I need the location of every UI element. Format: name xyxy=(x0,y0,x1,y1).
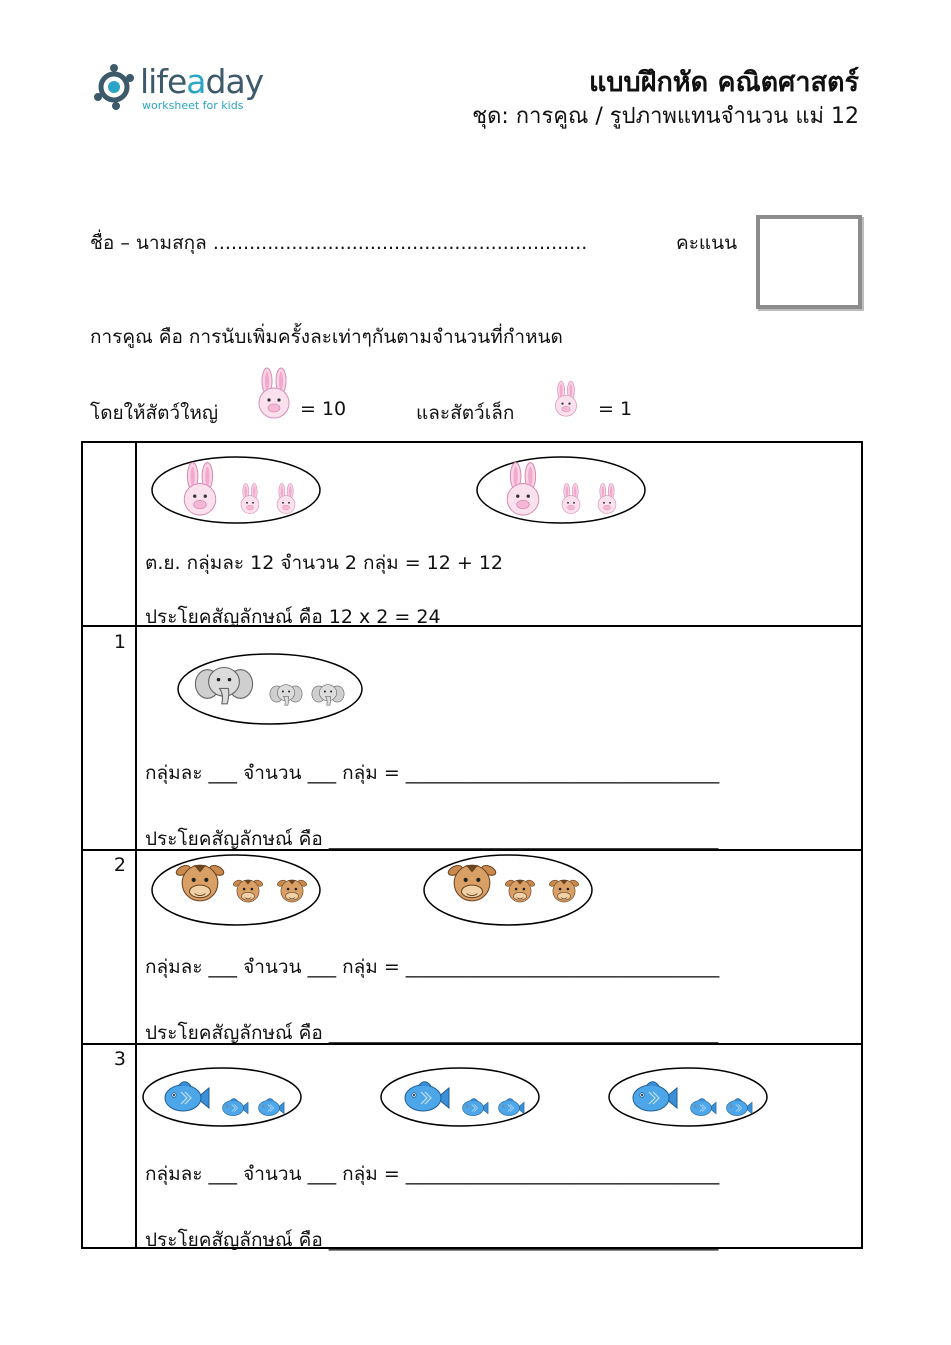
example-line-1: ต.ย. กลุ่มละ 12 จำนวน 2 กลุ่ม = 12 + 12 xyxy=(145,552,504,574)
exercise-number: 2 xyxy=(113,854,126,876)
horse-icon xyxy=(447,863,497,900)
elephant-icon xyxy=(195,668,252,704)
fish-icon xyxy=(405,1082,449,1111)
exercise-3-line-2[interactable]: ประโยคสัญลักษณ์ คือ _________________________________________ xyxy=(145,1229,719,1251)
example-group-2 xyxy=(475,455,647,525)
exercise-3-line-1[interactable]: กลุ่มละ ___ จำนวน ___ กลุ่ม = _________________________________ xyxy=(145,1163,720,1185)
worksheet-title: แบบฝึกหัด คณิตศาสตร์ xyxy=(588,67,859,98)
exercise-3-group-2 xyxy=(379,1066,541,1128)
elephant-icon xyxy=(270,685,302,705)
score-box[interactable] xyxy=(756,215,862,309)
horse-icon xyxy=(548,879,579,902)
fish-icon xyxy=(223,1099,249,1116)
exercise-3-group-1 xyxy=(141,1066,303,1128)
legend-big-label: โดยให้สัตว์ใหญ่ xyxy=(90,402,219,424)
exercise-2-group-1 xyxy=(150,853,322,927)
name-field-label[interactable]: ชื่อ – นามสกุล .............................................................. xyxy=(90,232,588,254)
horse-icon xyxy=(504,879,535,902)
rabbit-big-icon xyxy=(507,463,539,516)
elephant-icon xyxy=(312,685,344,705)
exercise-number: 1 xyxy=(113,631,126,653)
table-column-divider xyxy=(135,441,137,1249)
exercise-1-group-1 xyxy=(176,652,364,726)
exercise-3-group-3 xyxy=(607,1066,769,1128)
rabbit-small-icon xyxy=(598,484,616,514)
horse-icon xyxy=(276,879,307,902)
horse-icon xyxy=(232,879,263,902)
exercise-number: 3 xyxy=(113,1048,126,1070)
definition-text: การคูณ คือ การนับเพิ่มครั้งละเท่าๆกันตามจำนวนที่กำหนด xyxy=(90,326,563,348)
exercise-2-group-2 xyxy=(422,853,594,927)
rabbit-small-icon xyxy=(562,484,580,514)
exercise-2-line-2[interactable]: ประโยคสัญลักษณ์ คือ _________________________________________ xyxy=(145,1022,719,1044)
fish-icon xyxy=(727,1099,753,1116)
fish-icon xyxy=(633,1082,677,1111)
rabbit-big-icon xyxy=(184,463,216,516)
score-label: คะแนน xyxy=(676,232,738,254)
example-line-2: ประโยคสัญลักษณ์ คือ 12 x 2 = 24 xyxy=(145,606,441,628)
rabbit-small-icon xyxy=(241,484,259,514)
example-group-1 xyxy=(150,455,322,525)
fish-icon xyxy=(691,1099,717,1116)
fish-icon xyxy=(259,1099,285,1116)
fish-icon xyxy=(499,1099,525,1116)
exercise-1-line-2[interactable]: ประโยคสัญลักษณ์ คือ _________________________________________ xyxy=(145,828,719,850)
horse-icon xyxy=(175,863,225,900)
worksheet-subtitle: ชุด: การคูณ / รูปภาพแทนจำนวน แม่ 12 xyxy=(472,104,859,129)
logo-tagline: worksheet for kids xyxy=(142,99,244,112)
legend-small-label: และสัตว์เล็ก xyxy=(416,402,515,424)
fish-icon xyxy=(463,1099,489,1116)
exercise-1-line-1[interactable]: กลุ่มละ ___ จำนวน ___ กลุ่ม = _________________________________ xyxy=(145,762,720,784)
legend-big-value: = 10 xyxy=(300,398,347,420)
rabbit-small-icon xyxy=(277,484,295,514)
exercise-2-line-1[interactable]: กลุ่มละ ___ จำนวน ___ กลุ่ม = _________________________________ xyxy=(145,956,720,978)
rabbit-small-icon xyxy=(552,380,580,416)
logo-wordmark: lifeaday xyxy=(140,62,264,101)
rabbit-big-icon xyxy=(254,367,294,417)
fish-icon xyxy=(165,1082,209,1111)
legend-small-value: = 1 xyxy=(598,398,633,420)
